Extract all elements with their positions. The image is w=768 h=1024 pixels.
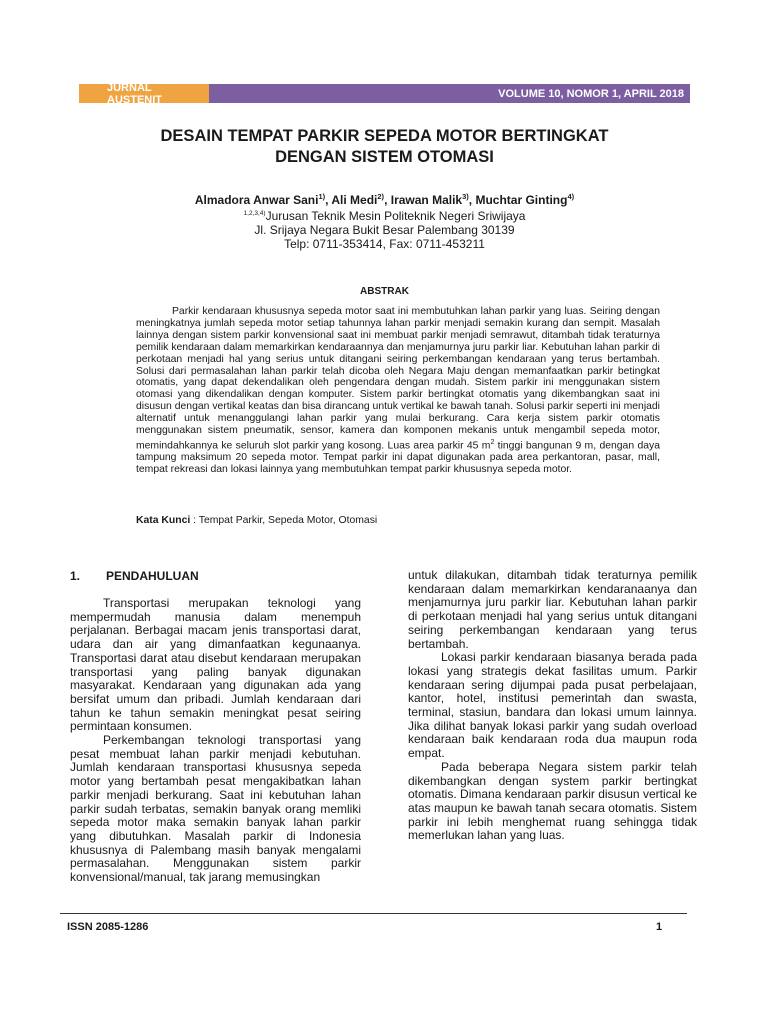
author-name: Irawan Malik [390, 193, 463, 207]
section-number: 1. [70, 569, 81, 583]
affiliation-dept: Jurusan Teknik Mesin Politeknik Negeri Sriwijaya [265, 209, 526, 223]
journal-header-bar [79, 81, 690, 106]
abstract-text [136, 306, 660, 476]
paper-title [79, 126, 690, 168]
author-block [79, 190, 690, 251]
abstract-part-2: tinggi bangunan 9 m, dengan daya tampung maksimum 20 sepeda motor. Tempat parkir ini dapat digunakan pada area perkantoran, pasar, mall, tempat rekreasi dan lokasi lainnya yang membutuhkan tempat parkir khususnya sepeda motor. [136, 440, 660, 476]
author-sup: 4) [567, 192, 575, 201]
keywords-list: : Tempat Parkir, Sepeda Motor, Otomasi [190, 515, 378, 526]
author-name: Almadora Anwar Sani [194, 193, 319, 207]
body-paragraph: Lokasi parkir kendaraan biasanya berada pada lokasi yang strategis dekat fasilitas umum. Parkir kendaraan sering dijumpai pada pusat perbelajaan, kantor, hotel, institusi pemerintah dan swasta, terminal, stasiun, bandara dan lokasi umum lainnya. Jika dilihat banyak lokasi parkir yang sudah overload kendaraan baik kendaraan roda dua maupun roda empat. [408, 650, 697, 761]
abstract-heading: ABSTRAK [360, 286, 409, 297]
body-paragraph: Pada beberapa Negara sistem parkir telah dikembangkan dengan system parkir bertingkat otomatis. Dimana kendaraan parkir disusun vertical ke atas maupun ke bawah tanah secara otomatis. Sistem parkir ini lebih menghemat ruang sehingga tidak memerlukan lahan yang luas. [408, 759, 697, 843]
keywords-label: Kata Kunci [136, 515, 191, 526]
left-column [70, 597, 361, 885]
affiliation-sup: 1,2,3,4) [243, 210, 266, 217]
journal-name: JURNAL AUSTENIT [79, 84, 209, 103]
right-column [408, 569, 697, 843]
affiliation-contact: Telp: 0711-353414, Fax: 0711-453211 [284, 237, 485, 251]
section-title: PENDAHULUAN [106, 569, 199, 583]
author-sep: , [325, 193, 332, 207]
title-line-2: DENGAN SISTEM OTOMASI [275, 148, 494, 166]
author-name: Muchtar Ginting [475, 193, 568, 207]
author-sup: 1) [318, 192, 326, 201]
title-line-1: DESAIN TEMPAT PARKIR SEPEDA MOTOR BERTINGKAT [160, 127, 609, 145]
author-sup: 3) [462, 192, 469, 201]
abstract-part-1: Parkir kendaraan khususnya sepeda motor saat ini membutuhkan lahan parkir yang luas. Seiring dengan meningkatnya jumlah sepeda motor setiap tahunnya lahan parkir menjadi semakin kurang dan sempit. Masalah lainnya dengan sistem parkir konvensional saat ini membuat parkir menjadi semrawut, ditambah tidak teraturnya pemilik kendaraan dalam memarkirkan kendaraannya dan menjamurnya juru parkir liar. Kebutuhan lahan parkir di perkotaan menjadi hal yang serius untuk ditangani seiring perkembangan kendaraan yang terus bertambah. Solusi dari permasalahan lahan parkir telah dicoba oleh Negara Maju dengan memanfaatkan parkir betingkat otomatis, yang dapat dekendalikan oleh pengendara dengan mudah. Sistem parkir ini menggunakan sistem otomasi yang dikendalikan dengan komputer. Sistem parkir bertingkat otomatis yang dikembangkan saat ini disusun dengan vertikal keatas dan bisa dirancang untuk vertikal ke bawah tanah. Solusi parkir seperti ini menjadi alternatif untuk menanggulangi lahan parkir yang mulai berkurang. Cara kerja sistem parkir otomatis menggunakan sistem pneumatik, sensor, kamera dan komponen mekanis untuk mengambil sepeda motor, memindahkannya ke seluruh slot parkir yang kosong. Luas area parkir 45 m [136, 306, 660, 452]
body-paragraph: Transportasi merupakan teknologi yang mempermudah manusia dalam menempuh perjalanan. Berbagai macam jenis transportasi darat, udara dan air yang dimanfaatkan kegunaanya. Transportasi darat atau disebut kendaraan merupakan transportasi yang paling banyak digunakan masyarakat. Kendaraan yang digunakan ada yang bersifat umum dan pribadi. Jumlah kendaraan dari tahun ke tahun semakin meningkat pesat seiring permintaan konsumen. [70, 596, 361, 734]
affiliation-address: Jl. Srijaya Negara Bukit Besar Palembang 30139 [254, 223, 515, 237]
author-sep: , [384, 193, 391, 207]
author-sep: , [468, 193, 476, 207]
body-paragraph: Perkembangan teknologi transportasi yang pesat membuat lahan parkir menjadi kebutuhan. Jumlah kendaraan transportasi khususnya sepeda motor yang bertambah pesat mengakibatkan lahan parkir menjadi berkurang. Saat ini kebutuhan lahan parkir sudah terbatas, semakin banyak orang memliki sepeda motor maka semakin banyak lahan parkir yang dibutuhkan. Masalah parkir di Indonesia khususnya di Palembang masih banyak mengalami permasalahan. Menggunakan sistem parkir konvensional/manual, tak jarang memusingkan [70, 733, 361, 885]
page-number: 1 [656, 921, 663, 933]
keywords-line [136, 515, 660, 526]
footer-issn: ISSN 2085-1286 [67, 921, 149, 933]
footer-divider [60, 913, 687, 914]
section-heading [70, 569, 199, 583]
author-sup: 2) [377, 192, 385, 201]
abstract-superscript: 2 [490, 438, 495, 446]
volume-info: VOLUME 10, NOMOR 1, APRIL 2018 [209, 84, 690, 103]
body-paragraph: untuk dilakukan, ditambah tidak teraturnya pemilik kendaraan dalam memarkirkan kendaranaanya dan menjamurnya juru parkir liar. Kebutuhan lahan parkir di perkotaan menjadi hal yang serius untuk ditangani seiring perkembangan kendaraan yang terus bertambah. [408, 568, 697, 651]
author-list [79, 190, 690, 207]
affiliation-dept-line [79, 207, 690, 223]
author-name: Ali Medi [331, 193, 378, 207]
